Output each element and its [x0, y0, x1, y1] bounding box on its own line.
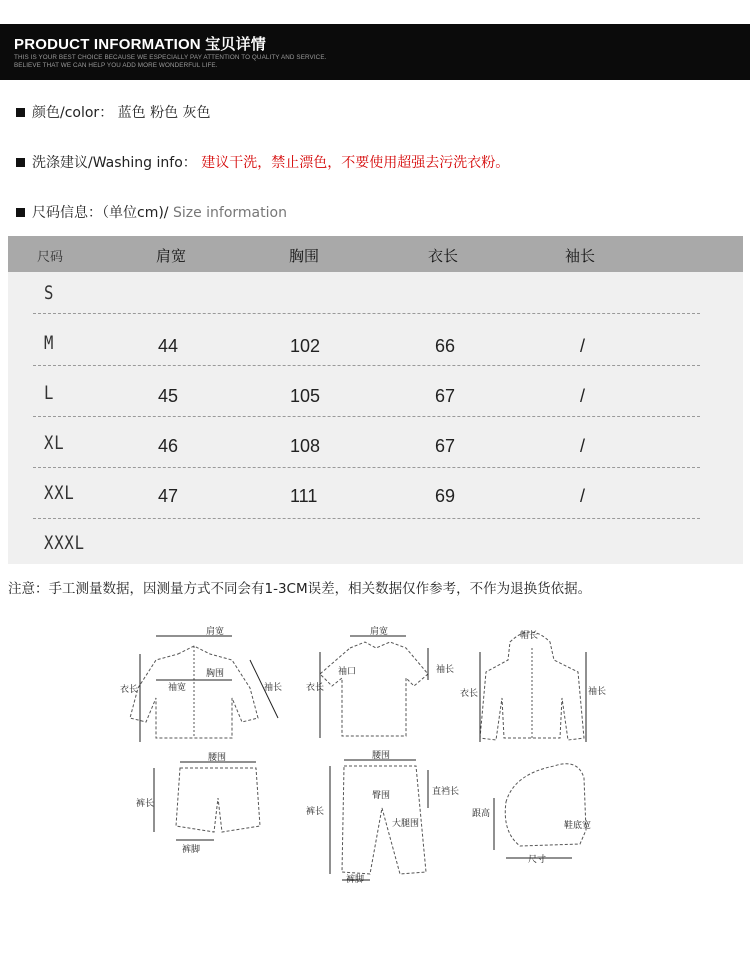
shoe-diagram: [494, 764, 586, 858]
washing-label: 洗涤建议/Washing info：: [32, 155, 197, 171]
length-cell: 67: [435, 386, 456, 406]
pants-hip-label: 臀围: [372, 791, 391, 801]
color-info: [16, 102, 211, 122]
shoulder-cell: 47: [158, 486, 179, 506]
shorts-length-label: 裤长: [136, 799, 155, 809]
shorts-hem-label: 裤脚: [182, 845, 201, 855]
length-cell: 67: [435, 436, 456, 456]
header-subtitle-2: BELIEVE THAT WE CAN HELP YOU ADD MORE WONDERFUL LIFE.: [14, 62, 218, 69]
size-cell: XXL: [44, 482, 75, 504]
size-label-en: Size information: [172, 205, 287, 221]
chest-cell: 102: [290, 336, 321, 356]
size-label: 尺码信息：（单位cm)/: [32, 205, 169, 221]
shirt-sleeve-label: 袖长: [264, 683, 283, 693]
tshirt-diagram: [320, 636, 428, 738]
shirt-shoulder-label: 肩宽: [206, 627, 225, 637]
header-title: PRODUCT INFORMATION 宝贝详情: [14, 36, 267, 53]
size-cell: XXXL: [44, 532, 85, 554]
hoodie-diagram: [480, 632, 586, 742]
tshirt-cuff-label: 袖口: [338, 667, 357, 677]
row-divider: [33, 365, 700, 366]
size-cell: M: [44, 332, 55, 354]
length-cell: 69: [435, 486, 456, 506]
washing-info: [16, 152, 509, 172]
sleeve-cell: /: [580, 386, 586, 406]
header-subtitle-1: THIS IS YOUR BEST CHOICE BECAUSE WE ESPECIALLY PAY ATTENTION TO QUALITY AND SERVICE.: [14, 54, 327, 61]
shoulder-cell: 45: [158, 386, 179, 406]
header-length: 衣长: [428, 247, 459, 265]
table-row: [8, 372, 743, 422]
shoe-sole-label: 鞋底宽: [564, 821, 592, 831]
table-row: [8, 472, 743, 522]
header-sleeve: 袖长: [565, 247, 596, 265]
pants-length-label: 裤长: [306, 807, 325, 817]
shirt-length-label: 衣长: [120, 685, 139, 695]
chest-cell: 105: [290, 386, 321, 406]
table-row: [8, 522, 743, 572]
sleeve-cell: /: [580, 336, 586, 356]
pants-waist-label: 腰围: [372, 751, 391, 761]
product-info-header: [0, 24, 750, 80]
hoodie-sleeve-label: 袖长: [588, 687, 607, 697]
washing-value: 建议干洗，禁止漂色，不要使用超强去污洗衣粉。: [201, 155, 510, 171]
shirt-diagram: [130, 636, 278, 742]
row-divider: [33, 518, 700, 519]
measurement-note: 注意：手工测量数据，因测量方式不同会有1-3CM误差，相关数据仅作参考，不作为退换货依据。: [8, 581, 592, 597]
table-row: [8, 272, 743, 322]
hoodie-hat-label: 帽长: [520, 631, 539, 641]
header-chest: 胸围: [289, 247, 320, 265]
bullet-icon: [16, 158, 25, 167]
size-info: [16, 202, 287, 222]
sleeve-cell: /: [580, 486, 586, 506]
size-cell: XL: [44, 432, 65, 454]
pants-rise-label: 直裆长: [432, 787, 460, 797]
table-row: [8, 322, 743, 372]
row-divider: [33, 313, 700, 314]
shoe-heel-label: 跟高: [472, 809, 491, 819]
pants-thigh-label: 大腿围: [392, 819, 420, 829]
row-divider: [33, 467, 700, 468]
row-divider: [33, 416, 700, 417]
size-cell: S: [44, 282, 55, 304]
measurement-diagrams: [110, 618, 610, 888]
size-table: [8, 236, 743, 564]
tshirt-shoulder-label: 肩宽: [370, 627, 389, 637]
shirt-sleeve-width-label: 袖宽: [168, 683, 187, 693]
pants-hem-label: 裤脚: [346, 875, 365, 885]
shoulder-cell: 44: [158, 336, 179, 356]
hoodie-length-label: 衣长: [460, 689, 479, 699]
bullet-icon: [16, 108, 25, 117]
table-row: [8, 422, 743, 472]
shorts-diagram: [154, 762, 260, 840]
shirt-chest-label: 胸围: [206, 669, 225, 679]
table-header: [8, 236, 743, 272]
sleeve-cell: /: [580, 436, 586, 456]
shoe-size-label: 尺寸: [528, 855, 547, 865]
shoulder-cell: 46: [158, 436, 179, 456]
bullet-icon: [16, 208, 25, 217]
chest-cell: 108: [290, 436, 321, 456]
tshirt-length-label: 衣长: [306, 683, 325, 693]
header-size: 尺码: [37, 250, 64, 265]
chest-cell: 111: [290, 486, 318, 506]
tshirt-sleeve-label: 袖长: [436, 665, 455, 675]
length-cell: 66: [435, 336, 456, 356]
header-shoulder: 肩宽: [156, 247, 187, 265]
shorts-waist-label: 腰围: [208, 753, 227, 763]
color-label: 颜色/color：: [32, 105, 114, 121]
size-cell: L: [44, 382, 55, 404]
color-value: 蓝色 粉色 灰色: [117, 105, 211, 121]
